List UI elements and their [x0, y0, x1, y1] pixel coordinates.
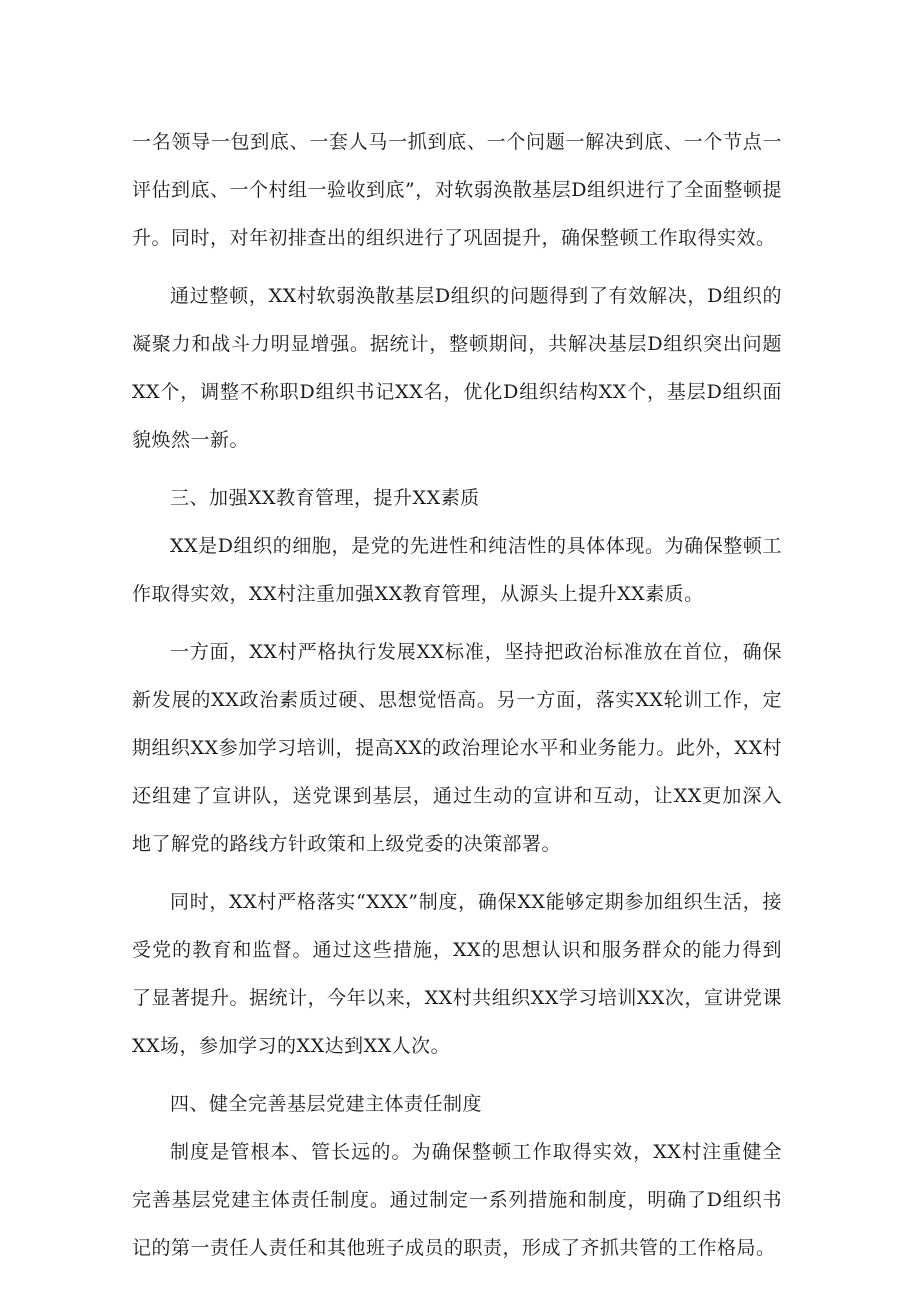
paragraph-rectification-results: 通过整顿，XX村软弱涣散基层D组织的问题得到了有效解决，D组织的凝聚力和战斗力明显增强。据统计，整顿期间，共解决基层D组织突出问题XX个，调整不称职D组织书记XX名，优化D组织结构XX个，基层D组织面貌焕然一新。 [132, 285, 782, 451]
paragraph-responsibility-system: 制度是管根本、管长远的。为确保整顿工作取得实效，XX村注重健全完善基层党建主体责任制度。通过制定一系列措施和制度，明确了D组织书记的第一责任人责任和其他班子成员的职责，形成了齐抓共管的工作格局。 [132, 1141, 782, 1259]
paragraph-continuation: 一名领导一包到底、一套人马一抓到底、一个问题一解决到底、一个节点一评估到底、一个村组一验收到底”，对软弱涣散基层D组织进行了全面整顿提升。同时，对年初排查出的组织进行了巩固提升，确保整顿工作取得实效。 [132, 131, 782, 249]
paragraph-organization-life: 同时，XX村严格落实“XXX”制度，确保XX能够定期参加组织生活，接受党的教育和监督。通过这些措施，XX的思想认识和服务群众的能力得到了显著提升。据统计，今年以来，XX村共组织XX学习培训XX次，宣讲党课XX场，参加学习的XX达到XX人次。 [132, 891, 782, 1057]
paragraph-member-education: XX是D组织的细胞，是党的先进性和纯洁性的具体体现。为确保整顿工作取得实效，XX村注重加强XX教育管理，从源头上提升XX素质。 [132, 535, 782, 605]
section-heading-3: 三、加强XX教育管理，提升XX素质 [170, 487, 480, 509]
section-heading-4: 四、健全完善基层党建主体责任制度 [170, 1093, 483, 1115]
document-page [132, 118, 782, 1272]
paragraph-training-measures: 一方面，XX村严格执行发展XX标准，坚持把政治标准放在首位，确保新发展的XX政治素质过硬、思想觉悟高。另一方面，落实XX轮训工作，定期组织XX参加学习培训，提高XX的政治理论水平和业务能力。此外，XX村还组建了宣讲队，送党课到基层，通过生动的宣讲和互动，让XX更加深入地了解党的路线方针政策和上级党委的决策部署。 [132, 641, 782, 855]
